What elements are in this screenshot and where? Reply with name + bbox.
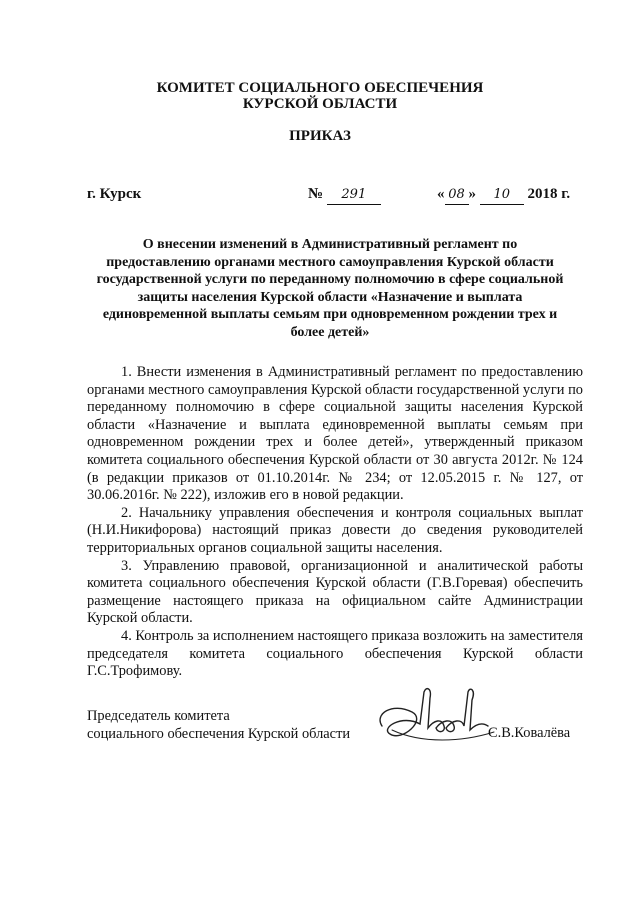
date-day: 08 bbox=[445, 186, 469, 205]
handwritten-signature bbox=[372, 684, 502, 754]
signatory-name: С.В.Ковалёва bbox=[488, 725, 571, 741]
city: г. Курск bbox=[87, 186, 142, 202]
document-type: ПРИКАЗ bbox=[289, 128, 351, 144]
paragraph-1: 1. Внести изменения в Административный регламент по предоставлению органами местного самоуправления Курской области государственной услуги по переданному полномочию в сфере социальной защиты населения Курской области «Назначение и выплата единовременной выплаты семьям при одновременном рождении трех и более детей», утвержденный приказом комитета социального обеспечения Курской области от 30 августа 2012г. № 124 (в редакции приказов от 01.10.2014г. № 234; от 12.05.2015 г. № 127, от 30.06.2016г. № 222), изложив его в новой редакции. bbox=[87, 364, 583, 504]
org-name-line2: КУРСКОЙ ОБЛАСТИ bbox=[242, 96, 398, 112]
date-month: 10 bbox=[480, 186, 524, 205]
number-prefix: № bbox=[308, 186, 324, 202]
order-body bbox=[87, 364, 583, 681]
signatory-title bbox=[87, 707, 350, 743]
date-close-quote: » bbox=[468, 186, 476, 202]
date-open-quote: « bbox=[437, 186, 445, 202]
paragraph-3: 3. Управлению правовой, организационной и аналитической работы комитета социального обеспечения Курской области (Г.В.Горевая) обеспечить размещение настоящего приказа на официальном сайте Администрации Курской области. bbox=[87, 557, 583, 627]
order-date bbox=[437, 185, 570, 205]
paragraph-2: 2. Начальнику управления обеспечения и контроля социальных выплат (Н.И.Никифорова) настоящий приказ довести до сведения руководителей территориальных органов социальной защиты населения. bbox=[87, 504, 583, 556]
signatory-title-line2: социального обеспечения Курской области bbox=[87, 726, 351, 742]
org-name-line1: КОМИТЕТ СОЦИАЛЬНОГО ОБЕСПЕЧЕНИЯ bbox=[156, 80, 484, 96]
date-year: 2018 г. bbox=[527, 186, 571, 202]
order-subject: О внесении изменений в Административный регламент по предоставлению органами местного самоуправления Курской области государственной услуги по переданному полномочию в сфере социальной защиты населения Курской области «Назначение и выплата единовременной выплаты семьям при одновременном рождении трех и более детей» bbox=[96, 237, 564, 340]
signatory-title-line1: Председатель комитета bbox=[87, 708, 230, 724]
number-value: 291 bbox=[327, 186, 381, 205]
order-number bbox=[308, 185, 381, 205]
paragraph-4: 4. Контроль за исполнением настоящего приказа возложить на заместителя председателя комитета социального обеспечения Курской области Г.С.Трофимову. bbox=[87, 627, 583, 680]
